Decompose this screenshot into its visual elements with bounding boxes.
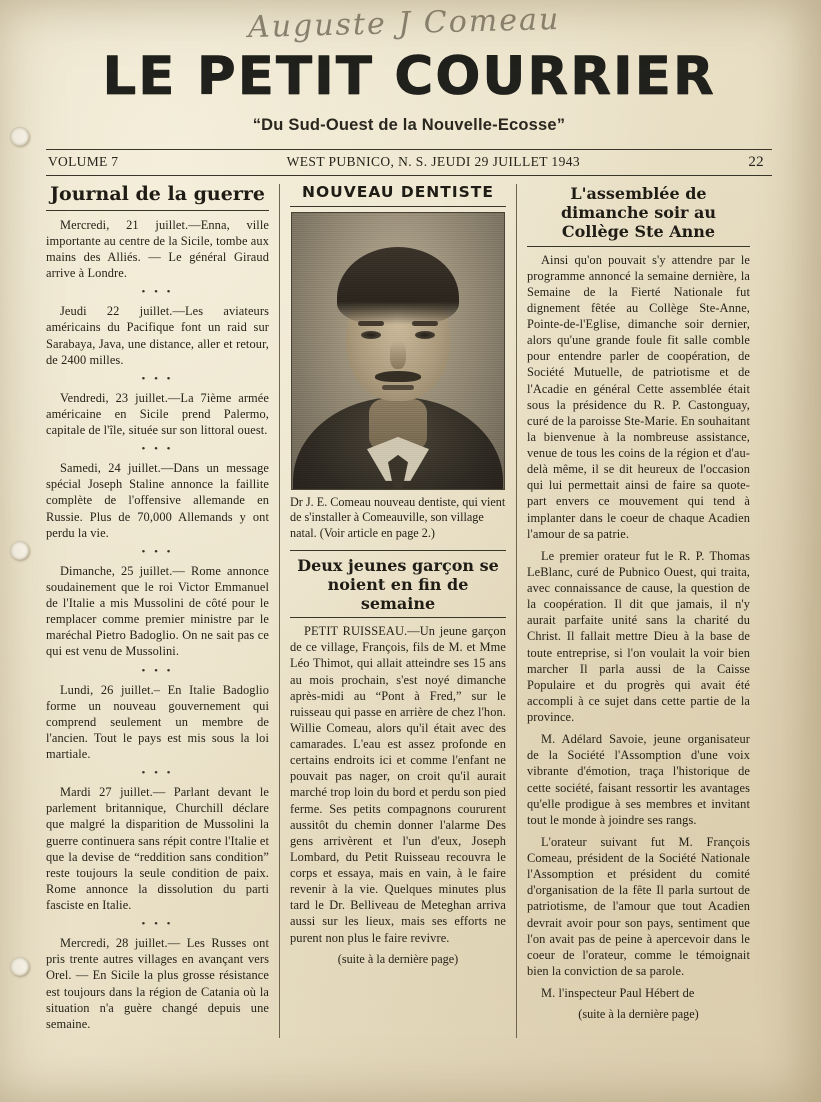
continued-note: (suite à la dernière page) — [337, 951, 459, 966]
dentist-portrait-photo — [291, 212, 505, 490]
column-middle — [279, 184, 517, 1038]
binder-hole-bottom — [10, 957, 29, 976]
binder-hole-top — [10, 127, 29, 146]
paragraph: Dimanche, 25 juillet.— Rome annonce soudainement que le roi Victor Emmanuel de l'Italie a mis Mussolini de côté pour le remplacer comme premier ministre par le maréchal Pietro Badoglio. On ne sait pas ce qui est venu de Mussolini. — [46, 563, 269, 659]
headline-nouveau-dentiste: NOUVEAU DENTISTE — [302, 183, 494, 201]
paragraph: Lundi, 26 juillet.– En Italie Badoglio forme un nouveau gouvernement qui comprend seulement un membre de l'ancien. Tout le pays est mis sous la loi martiale. — [46, 682, 269, 762]
paragraph: Mercredi, 28 juillet.— Les Russes ont pris trente autres villages en avançant vers Orel. — En Sicile la plus grosse résistance est toujours dans la région de Catania où la situation n'a guère changé depuis une semaine. — [46, 936, 269, 1031]
paragraph: Vendredi, 23 juillet.—La 7ième armée américaine en Sicile prend Palermo, capitale de l'île, située sur son littoral ouest. — [46, 390, 269, 438]
paragraph-separator: • • • — [141, 767, 174, 780]
issue-info-divider — [46, 175, 772, 176]
paragraph: Ainsi qu'on pouvait s'y attendre par le programme annoncé la semaine dernière, la Semaine de la Fierté Nationale fut dignement fêtée au Collège Ste-Anne, Pointe-de-l'Eglise, dimanche soir dernier, alors qu'une grande foule fit salle comble pour entendre parler de coopération, de Société Mutuelle, de patriotisme et de l'Acadie en général Cette assemblée était sous la présidence du R. P. Castonguay, curé de la paroisse Ste-Marie. En souhaitant la bienvenue à la nombreuse assistance, venue de tous les coins de la région et d'au-delà même, il se dit heureux de l'occasion qui lui permettait ainsi de faire sa quote-part envers ce mouvement qui tend à implanter dans le coeur de chaque Acadien l'amour de sa patrie. — [527, 252, 750, 541]
headline-assemblee-dimanche: L'assemblée de dimanche soir au Collège Ste Anne — [560, 184, 717, 242]
photo-wrapper — [290, 212, 506, 542]
paragraph: M. l'inspecteur Paul Hébert de — [541, 986, 695, 1001]
place-date-label: WEST PUBNICO, N. S. JEUDI 29 JUILLET 1943 — [286, 154, 581, 169]
paragraph: Le premier orateur fut le R. P. Thomas LeBlanc, curé de Pubnico Ouest, qui traita, avec connaissance de cause, la question de la coopération. Il dit que jamais, il n'y aurait parfaite unité sans la charité du Christ. Il fallait mettre Dieu à la base de toute entreprise, si l'on voulait la voir bien marcher Il parla aussi de la Caisse Populaire et du progrès qui avait été accompli à ce sujet dans cette partie de la province. — [527, 548, 750, 725]
headline-divider — [290, 617, 506, 618]
paragraph: M. Adélard Savoie, jeune organisateur de la Société l'Assomption d'une voix vibrante d'émotion, traça l'historique de cette société, faisant ressortir les avantages qu'elle prodigue à ses membres et invitant tout le monde à joindre ses rangs. — [527, 732, 750, 827]
section-divider — [290, 550, 506, 551]
paragraph: PETIT RUISSEAU.—Un jeune garçon de ce village, François, fils de M. et Mme Léo Thimot, qui allait atteindre ses 15 ans au mois prochain, s'est noyé dimanche après-midi au “Pont à Fred,” sur le ruisseau qui passe en arrière de chez l'hon. Willie Comeau, alors qu'il était avec des camarades. L'eau est assez profonde en certains endroits ici et comme l'enfant ne pouvait pas nager, on croit qu'il aurait marché trop loin du bord et perdu son pied ferme. Ses petits compagnons coururent aussitôt du chemin donner l'alarme Des gens arrivèrent et l'un d'eux, Joseph Lombard, du Petit Ruisseau recouvra le corps et essaya, mais en vain, à le faire revenir à la vie. Quelques minutes plus tard le Dr. Belliveau de Meteghan arriva aussi sur les lieux, mais ses efforts ne purent non plus le faire revivre. — [290, 624, 506, 945]
paragraph: L'orateur suivant fut M. François Comeau, président de la Société Nationale l'Assomption et président du comité d'organisation de la fête Il parla surtout de patriotisme, de l'amour que tout Acadien devrait avoir pour son pays, sentiment que l'on avait pas de peine à apercevoir dans le coeur de l'orateur, comme le témoignait bien la conviction de sa parole. — [527, 834, 750, 978]
paragraph: Mercredi, 21 juillet.—Enna, ville importante au centre de la Sicile, tombe aux mains des Alliés. — Le général Giraud arrive à Londre. — [46, 217, 269, 281]
article-columns — [46, 184, 772, 1038]
headline-divider — [527, 246, 750, 247]
paragraph-separator: • • • — [141, 372, 174, 385]
photo-halftone-grain — [292, 213, 504, 489]
headline-divider — [46, 210, 269, 211]
newspaper-title: LE PETIT COURRIER — [102, 46, 716, 107]
page-number: 22 — [748, 154, 764, 170]
newspaper-subtitle: “Du Sud-Ouest de la Nouvelle-Ecosse” — [252, 116, 566, 134]
paragraph: Jeudi 22 juillet.—Les aviateurs américains du Pacifique font un raid sur Sarabaya, Java, une distance, aller et retour, de 2400 milles. — [46, 304, 269, 367]
paragraph: Mardi 27 juillet.— Parlant devant le parlement britannique, Churchill déclare que malgré la disparition de Mussolini la guerre continuera sans répit contre l'Italie et que la devise de “reddition sans condition” reste toujours la seule condition de paix. Rome annonce la dissolution du parti fasciste en Italie. — [46, 785, 269, 913]
headline-journal-de-la-guerre: Journal de la guerre — [50, 183, 265, 205]
paragraph: Samedi, 24 juillet.—Dans un message spécial Joseph Staline annonce la faillite complète de l'offensive allemande en Russie. Plus de 70,000 Allemands y ont perdu la vie. — [46, 461, 269, 540]
volume-label: VOLUME 7 — [48, 154, 119, 169]
paragraph-separator: • • • — [141, 664, 174, 677]
paragraph-separator: • • • — [141, 545, 174, 558]
continued-note: (suite à la dernière page) — [578, 1007, 699, 1022]
paragraph-separator: • • • — [141, 918, 174, 931]
masthead — [46, 46, 772, 135]
binder-hole-middle — [10, 541, 29, 560]
column-right — [517, 184, 750, 1038]
paragraph-separator: • • • — [141, 443, 174, 456]
photo-caption: Dr J. E. Comeau nouveau dentiste, qui vient de s'installer à Comeauville, son village natal. (Voir article en page 2.) — [290, 494, 506, 541]
headline-divider — [290, 206, 506, 207]
page-content — [46, 14, 772, 1038]
paragraph-separator: • • • — [141, 286, 174, 299]
handwritten-signature: Auguste J Comeau — [247, 1, 561, 46]
column-left — [46, 184, 279, 1038]
headline-deux-jeunes-garcons: Deux jeunes garçon se noient en fin de semaine — [297, 555, 499, 614]
issue-info-bar — [46, 150, 772, 175]
